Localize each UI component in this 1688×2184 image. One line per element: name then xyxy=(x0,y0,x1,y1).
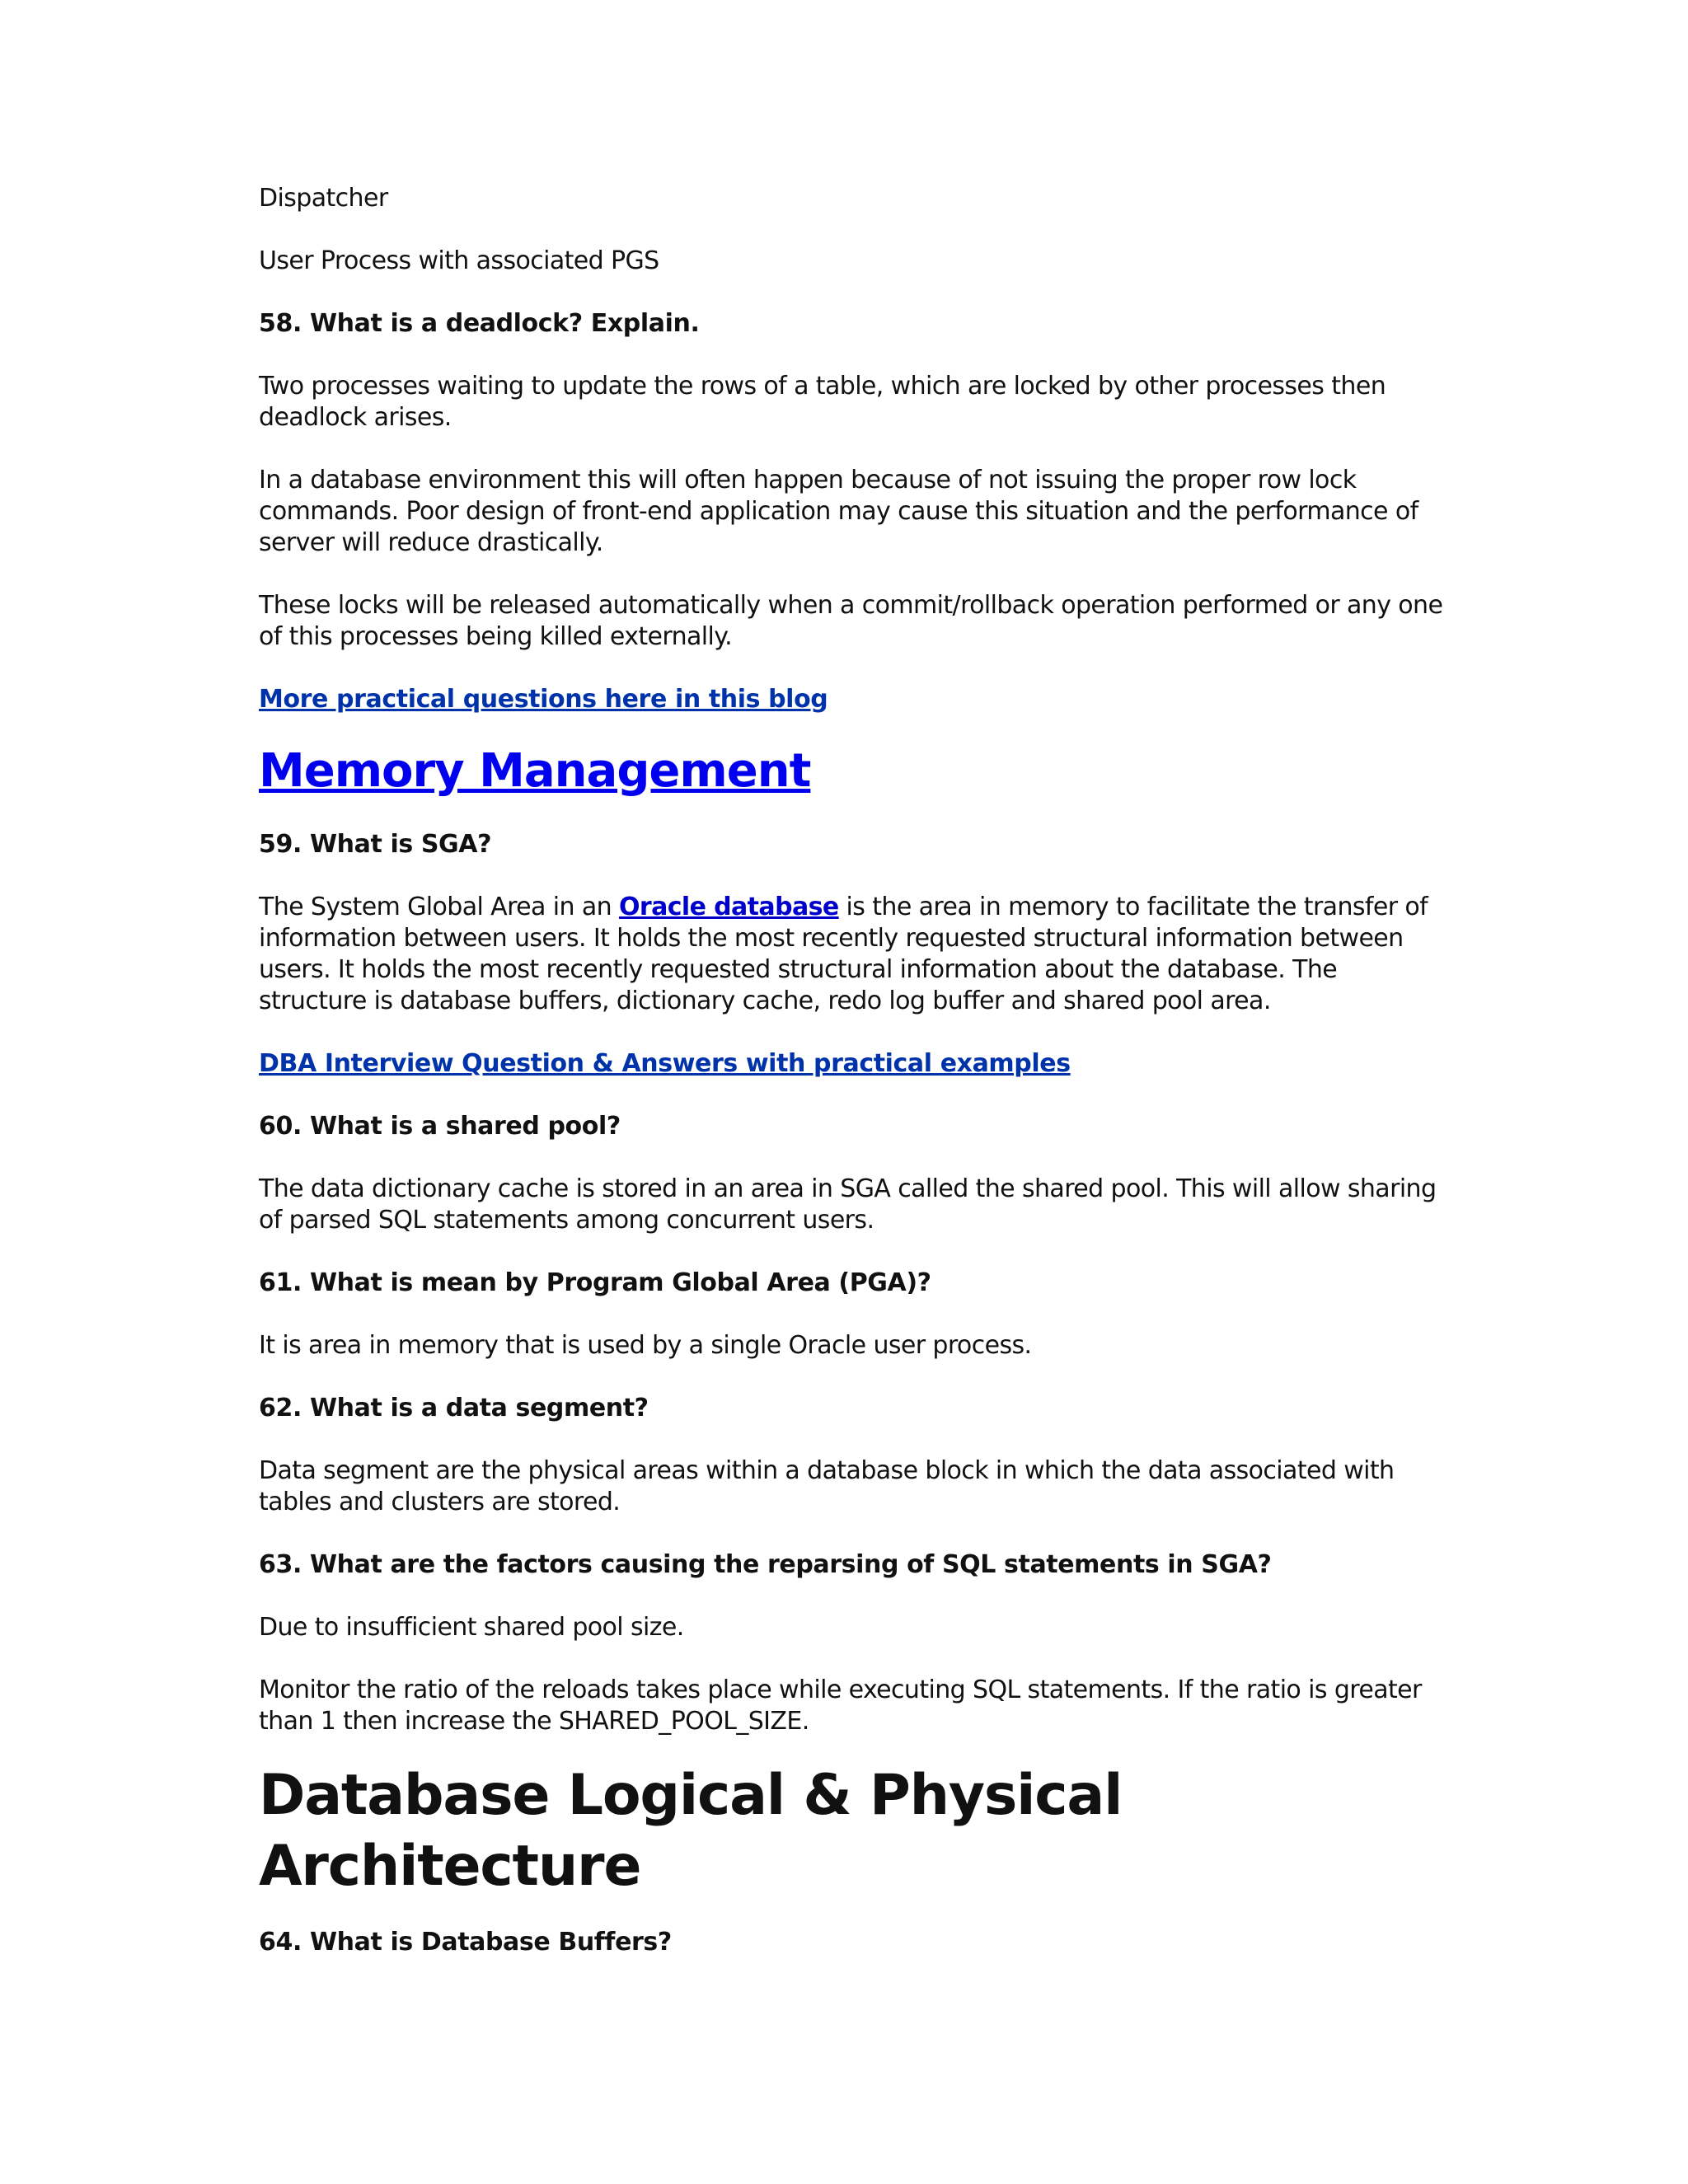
memory-management-heading-link[interactable]: Memory Management xyxy=(259,744,811,798)
more-practical-questions-link[interactable]: More practical questions here in this blog xyxy=(259,685,828,714)
answer-63-paragraph-2: Monitor the ratio of the reloads takes place while executing SQL statements. If the ratio is greater than 1 then increase the SHARED_POOL_SIZE. xyxy=(259,1675,1422,1736)
question-59: 59. What is SGA? xyxy=(259,830,492,859)
question-58: 58. What is a deadlock? Explain. xyxy=(259,309,700,338)
oracle-database-link[interactable]: Oracle database xyxy=(618,893,839,921)
intro-line-dispatcher: Dispatcher xyxy=(259,184,388,213)
answer-58-paragraph-2: In a database environment this will often happen because of not issuing the proper row lock commands. Poor design of front-end application may cause this situation and the performance of server will reduce drastically. xyxy=(259,466,1418,557)
answer-59 xyxy=(259,892,1446,1017)
answer-58-paragraph-3: These locks will be released automatically when a commit/rollback operation performed or any one of this processes being killed externally. xyxy=(259,591,1443,651)
architecture-section-heading: Database Logical & Physical Architecture xyxy=(259,1763,1123,1899)
document-page xyxy=(259,183,1446,1990)
answer-62: Data segment are the physical areas within a database block in which the data associated with tables and clusters are stored. xyxy=(259,1456,1395,1516)
answer-59-text-after-link: is the area in memory to facilitate the transfer of information between users. It holds the most recently requested structural information between users. It holds the most recently requested structural information about the database. The structure is database buffers, dictionary cache, redo log buffer and shared pool area. xyxy=(259,893,1428,1015)
answer-59-text-before-link: The System Global Area in an xyxy=(259,893,619,921)
dba-interview-questions-link[interactable]: DBA Interview Question & Answers with practical examples xyxy=(259,1049,1071,1078)
question-60: 60. What is a shared pool? xyxy=(259,1112,621,1141)
question-64: 64. What is Database Buffers? xyxy=(259,1928,672,1957)
question-61: 61. What is mean by Program Global Area (PGA)? xyxy=(259,1268,931,1297)
answer-61: It is area in memory that is used by a single Oracle user process. xyxy=(259,1331,1032,1360)
question-63: 63. What are the factors causing the reparsing of SQL statements in SGA? xyxy=(259,1550,1272,1579)
question-62: 62. What is a data segment? xyxy=(259,1394,649,1422)
answer-58-paragraph-1: Two processes waiting to update the rows of a table, which are locked by other processes then deadlock arises. xyxy=(259,372,1386,432)
answer-60: The data dictionary cache is stored in an area in SGA called the shared pool. This will allow sharing of parsed SQL statements among concurrent users. xyxy=(259,1174,1437,1235)
answer-63-paragraph-1: Due to insufficient shared pool size. xyxy=(259,1613,684,1642)
intro-line-user-process: User Process with associated PGS xyxy=(259,246,659,275)
